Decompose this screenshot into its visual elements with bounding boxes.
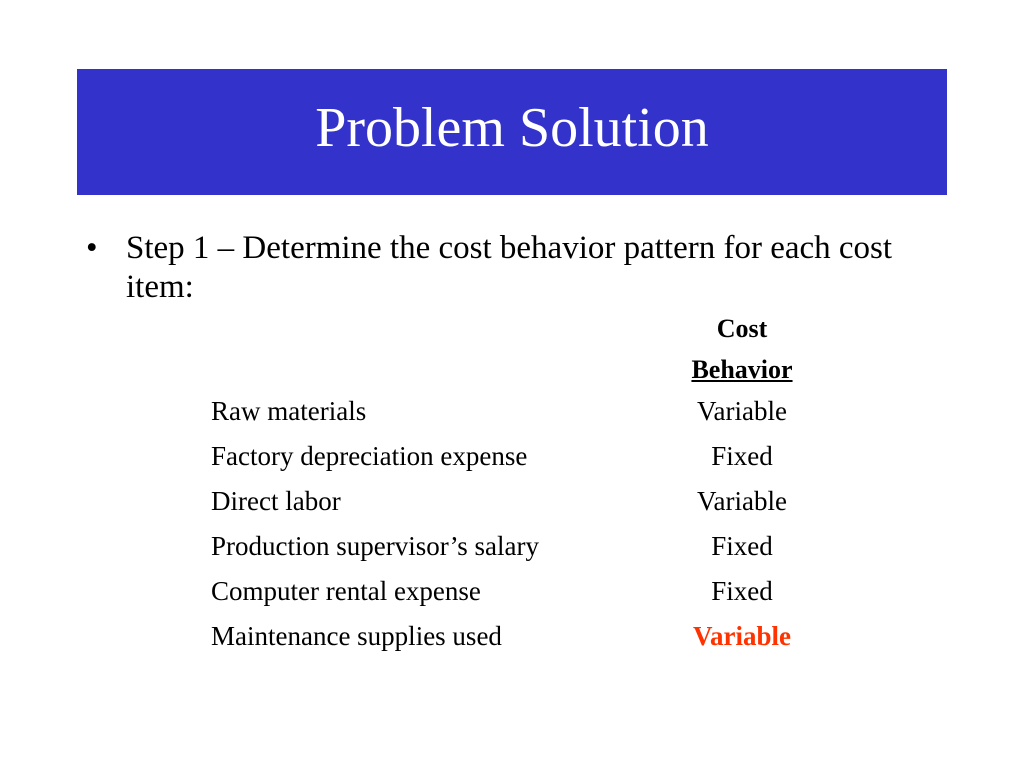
column-header-cost: Cost [716, 314, 768, 343]
cost-behavior-highlighted: Variable [692, 621, 791, 651]
table-row [211, 614, 851, 659]
cost-behavior: Fixed [711, 576, 773, 606]
cost-item: Production supervisor’s salary [211, 531, 539, 561]
column-header-behavior: Behavior [691, 355, 793, 384]
cost-table [211, 389, 851, 659]
bullet-point [86, 229, 916, 307]
table-row [211, 569, 851, 614]
table-row [211, 389, 851, 434]
table-row [211, 524, 851, 569]
cost-behavior: Fixed [711, 531, 773, 561]
bullet-text: Step 1 – Determine the cost behavior pattern for each cost item: [126, 230, 893, 305]
bullet-icon: • [86, 230, 98, 266]
cost-item: Factory depreciation expense [211, 441, 528, 471]
cost-behavior: Variable [697, 396, 787, 426]
table-row [211, 434, 851, 479]
cost-item: Maintenance supplies used [211, 621, 502, 651]
table-row [211, 479, 851, 524]
cost-item: Computer rental expense [211, 576, 481, 606]
cost-behavior: Variable [697, 486, 787, 516]
cost-item: Direct labor [211, 486, 341, 516]
slide-title: Problem Solution [315, 97, 709, 159]
cost-item: Raw materials [211, 396, 367, 426]
cost-behavior: Fixed [711, 441, 773, 471]
title-bar [77, 69, 947, 195]
